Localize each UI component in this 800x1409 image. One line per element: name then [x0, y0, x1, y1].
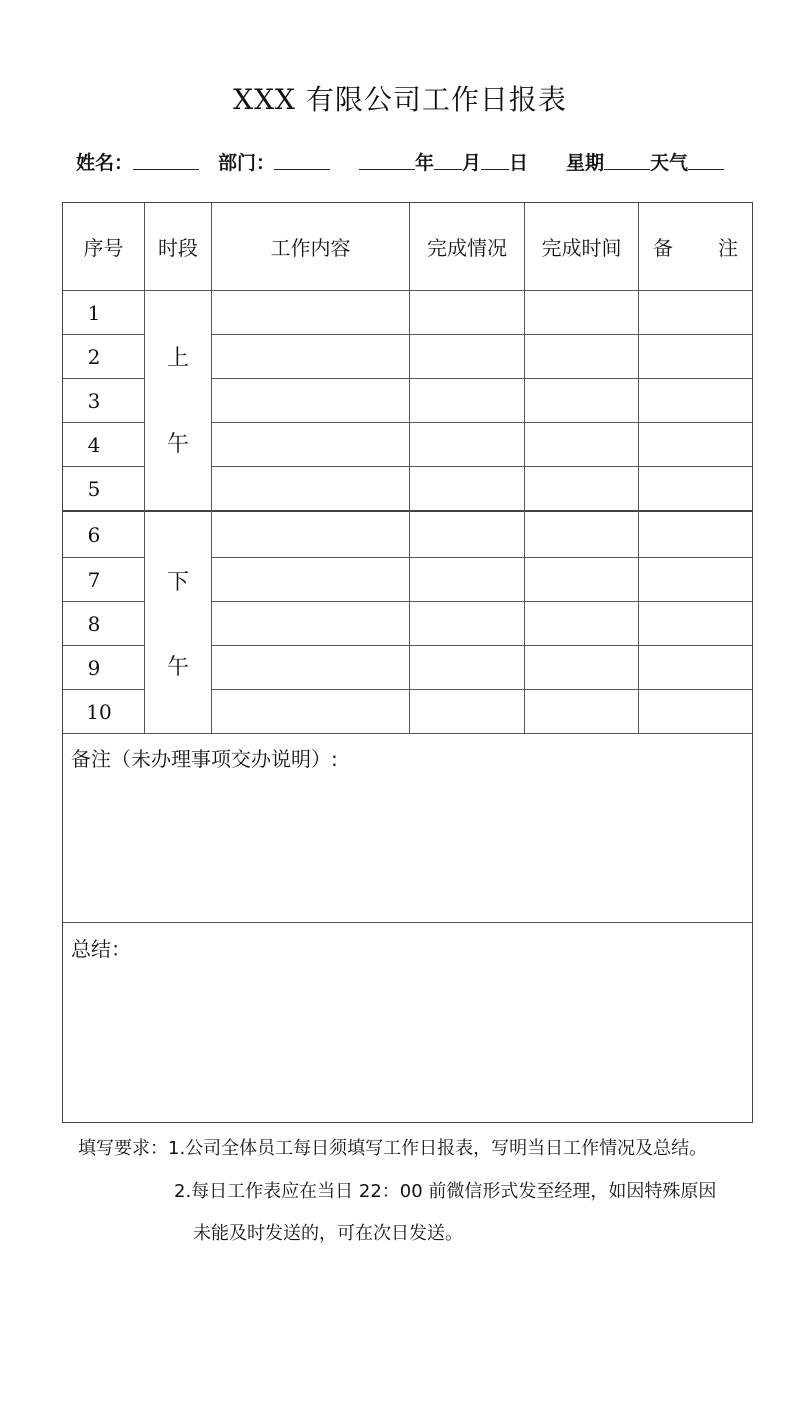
row-number-10: 10 — [86, 699, 112, 724]
year-field[interactable] — [359, 151, 415, 175]
row-divider — [212, 378, 752, 379]
period-afternoon-a: 下 — [166, 570, 189, 595]
header-content: 工作内容 — [270, 236, 351, 260]
header-time: 完成时间 — [541, 236, 622, 260]
header-period: 时段 — [158, 236, 198, 260]
name-label: 姓名： — [76, 152, 134, 174]
name-field[interactable] — [133, 151, 199, 175]
requirements-line-3: 未能及时发送的，可在次日发送。 — [193, 1223, 463, 1244]
notes-divider — [63, 922, 752, 923]
row-divider — [212, 422, 752, 423]
requirements-line-2: 2.每日工作表应在当日 22：00 前微信形式发至经理，如因特殊原因 — [174, 1181, 717, 1202]
row-number-2: 2 — [87, 344, 101, 369]
month-field[interactable] — [434, 151, 462, 175]
row-number-3: 3 — [87, 388, 101, 413]
period-afternoon-b: 午 — [166, 655, 189, 680]
daily-report-table — [62, 202, 753, 1123]
half-day-divider — [63, 510, 752, 512]
week-field[interactable] — [604, 151, 650, 175]
dept-field[interactable] — [274, 151, 330, 175]
row-number-6: 6 — [87, 523, 101, 547]
page-title: XXX 有限公司工作日报表 — [233, 83, 567, 116]
year-label: 年 — [415, 152, 435, 174]
day-label: 日 — [509, 152, 529, 174]
row-number-5: 5 — [87, 476, 101, 501]
day-field[interactable] — [481, 151, 509, 175]
requirements-line-1: 填写要求：1.公司全体员工每日须填写工作日报表，写明当日工作情况及总结。 — [78, 1138, 708, 1159]
header-seq: 序号 — [83, 236, 124, 260]
row-divider — [212, 689, 752, 690]
summary-label: 总结： — [71, 937, 131, 961]
week-label: 星期 — [566, 152, 605, 174]
row-number-4: 4 — [87, 432, 101, 457]
row-divider — [212, 466, 752, 467]
grid-bottom-divider — [63, 733, 752, 734]
month-label: 月 — [462, 152, 482, 174]
header-status: 完成情况 — [427, 236, 507, 260]
weather-label: 天气 — [650, 152, 689, 174]
row-divider — [212, 645, 752, 646]
row-number-1: 1 — [87, 300, 101, 325]
header-remark-b: 注 — [718, 236, 738, 260]
notes-label: 备注（未办理事项交办说明）: — [71, 747, 338, 771]
row-divider — [212, 601, 752, 602]
header-divider — [63, 290, 752, 291]
dept-label: 部门： — [218, 152, 276, 174]
row-number-9: 9 — [87, 655, 101, 680]
row-divider — [212, 557, 752, 558]
row-number-7: 7 — [87, 567, 101, 592]
header-remark — [639, 203, 752, 290]
row-number-8: 8 — [87, 611, 101, 636]
weather-field[interactable] — [688, 151, 724, 175]
period-morning-b: 午 — [166, 432, 189, 457]
header-remark-a: 备 — [653, 236, 673, 260]
row-divider — [212, 334, 752, 335]
period-morning-a: 上 — [166, 346, 189, 371]
